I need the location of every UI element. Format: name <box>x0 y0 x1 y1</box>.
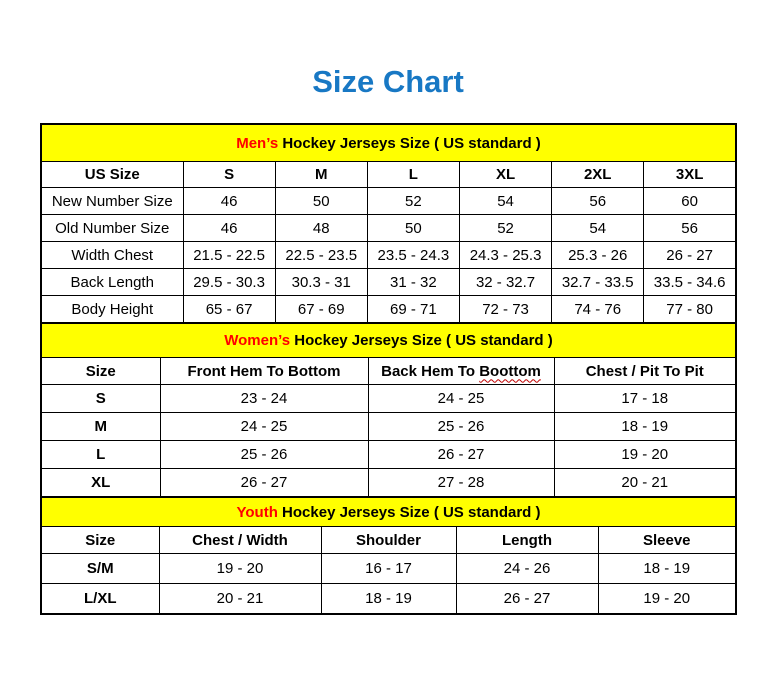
womens-size-value: 17 - 18 <box>554 385 736 413</box>
womens-size-table <box>40 322 737 498</box>
mens-size-value: 54 <box>459 188 551 215</box>
womens-size-value: 25 - 26 <box>160 441 368 469</box>
youth-band-text: Hockey Jerseys Size ( US standard ) <box>277 503 541 521</box>
womens-size-value: 24 - 25 <box>368 385 554 413</box>
mens-size-value: 50 <box>275 188 367 215</box>
youth-size-value: 16 - 17 <box>321 554 456 584</box>
page-title: Size Chart <box>312 64 464 99</box>
mens-column-header-4: XL <box>459 162 551 188</box>
youth-column-header-4: Sleeve <box>598 527 736 554</box>
womens-data-row-1 <box>41 413 736 441</box>
mens-size-value: 74 - 76 <box>552 296 644 324</box>
mens-size-value: 32 - 32.7 <box>459 269 551 296</box>
mens-row-label: Body Height <box>41 296 183 324</box>
youth-band-highlight: Youth <box>236 503 278 521</box>
mens-band-text: Hockey Jerseys Size ( US standard ) <box>278 134 541 152</box>
youth-size-value: 26 - 27 <box>456 584 598 615</box>
mens-header-row <box>41 162 736 188</box>
mens-row-label: Old Number Size <box>41 215 183 242</box>
youth-size-value: 20 - 21 <box>159 584 321 615</box>
youth-data-row-1 <box>41 584 736 615</box>
youth-data-row-0 <box>41 554 736 584</box>
mens-column-header-1: S <box>183 162 275 188</box>
mens-column-header-0: US Size <box>41 162 183 188</box>
mens-size-value: 56 <box>552 188 644 215</box>
youth-size-value: 18 - 19 <box>321 584 456 615</box>
womens-row-label: S <box>41 385 160 413</box>
mens-size-value: 46 <box>183 215 275 242</box>
youth-size-table <box>40 496 737 615</box>
womens-row-label: M <box>41 413 160 441</box>
womens-size-value: 19 - 20 <box>554 441 736 469</box>
womens-band-highlight: Women’s <box>224 332 291 349</box>
mens-size-value: 32.7 - 33.5 <box>552 269 644 296</box>
womens-row-label: XL <box>41 469 160 498</box>
womens-column-header-0: Size <box>41 358 160 385</box>
mens-size-value: 52 <box>367 188 459 215</box>
mens-data-row-1 <box>41 215 736 242</box>
womens-size-value: 18 - 19 <box>554 413 736 441</box>
mens-data-row-4 <box>41 296 736 324</box>
mens-size-value: 54 <box>552 215 644 242</box>
mens-size-value: 69 - 71 <box>367 296 459 324</box>
womens-data-row-3 <box>41 469 736 498</box>
mens-row-label: Back Length <box>41 269 183 296</box>
womens-band-text: Hockey Jerseys Size ( US standard ) <box>290 332 553 349</box>
youth-row-label: L/XL <box>41 584 159 615</box>
womens-data-row-2 <box>41 441 736 469</box>
youth-section-band <box>41 497 736 527</box>
youth-size-value: 19 - 20 <box>159 554 321 584</box>
mens-row-label: New Number Size <box>41 188 183 215</box>
womens-size-value: 26 - 27 <box>160 469 368 498</box>
mens-size-value: 23.5 - 24.3 <box>367 242 459 269</box>
youth-header-row <box>41 527 736 554</box>
mens-band-highlight: Men’s <box>236 134 279 152</box>
misspelled-word: Boottom <box>479 362 541 380</box>
mens-row-label: Width Chest <box>41 242 183 269</box>
womens-size-value: 26 - 27 <box>368 441 554 469</box>
mens-size-value: 65 - 67 <box>183 296 275 324</box>
womens-size-value: 24 - 25 <box>160 413 368 441</box>
womens-column-header-2: Back Hem To Boottom <box>368 358 554 385</box>
mens-column-header-3: L <box>367 162 459 188</box>
womens-data-row-0 <box>41 385 736 413</box>
mens-size-value: 67 - 69 <box>275 296 367 324</box>
mens-column-header-5: 2XL <box>552 162 644 188</box>
size-tables <box>40 123 737 615</box>
mens-data-row-2 <box>41 242 736 269</box>
mens-size-value: 50 <box>367 215 459 242</box>
mens-size-value: 26 - 27 <box>644 242 736 269</box>
youth-column-header-0: Size <box>41 527 159 554</box>
mens-size-value: 25.3 - 26 <box>552 242 644 269</box>
mens-section-band <box>41 124 736 162</box>
mens-size-value: 77 - 80 <box>644 296 736 324</box>
womens-row-label: L <box>41 441 160 469</box>
womens-size-value: 27 - 28 <box>368 469 554 498</box>
youth-size-value: 19 - 20 <box>598 584 736 615</box>
mens-data-row-3 <box>41 269 736 296</box>
youth-size-value: 24 - 26 <box>456 554 598 584</box>
mens-size-value: 29.5 - 30.3 <box>183 269 275 296</box>
mens-size-value: 22.5 - 23.5 <box>275 242 367 269</box>
womens-size-value: 25 - 26 <box>368 413 554 441</box>
mens-column-header-2: M <box>275 162 367 188</box>
mens-size-value: 33.5 - 34.6 <box>644 269 736 296</box>
mens-size-table <box>40 123 737 324</box>
youth-row-label: S/M <box>41 554 159 584</box>
mens-size-value: 60 <box>644 188 736 215</box>
womens-column-header-3: Chest / Pit To Pit <box>554 358 736 385</box>
mens-size-value: 24.3 - 25.3 <box>459 242 551 269</box>
youth-column-header-2: Shoulder <box>321 527 456 554</box>
womens-header-row <box>41 358 736 385</box>
womens-size-value: 23 - 24 <box>160 385 368 413</box>
mens-size-value: 48 <box>275 215 367 242</box>
womens-section-band <box>41 323 736 358</box>
mens-size-value: 52 <box>459 215 551 242</box>
youth-size-value: 18 - 19 <box>598 554 736 584</box>
mens-size-value: 56 <box>644 215 736 242</box>
youth-column-header-3: Length <box>456 527 598 554</box>
mens-size-value: 72 - 73 <box>459 296 551 324</box>
mens-size-value: 46 <box>183 188 275 215</box>
youth-column-header-1: Chest / Width <box>159 527 321 554</box>
womens-size-value: 20 - 21 <box>554 469 736 498</box>
mens-size-value: 21.5 - 22.5 <box>183 242 275 269</box>
mens-size-value: 30.3 - 31 <box>275 269 367 296</box>
mens-size-value: 31 - 32 <box>367 269 459 296</box>
mens-column-header-6: 3XL <box>644 162 736 188</box>
mens-data-row-0 <box>41 188 736 215</box>
womens-column-header-1: Front Hem To Bottom <box>160 358 368 385</box>
